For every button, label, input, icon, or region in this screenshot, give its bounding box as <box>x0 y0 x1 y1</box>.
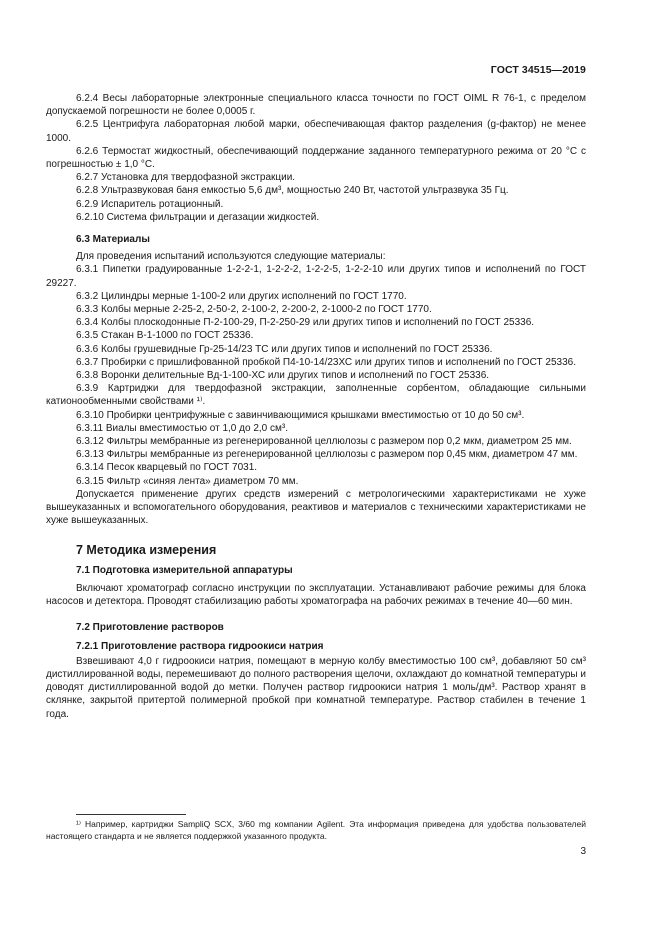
item-6-3-10: 6.3.10 Пробирки центрифужные с завинчивающимися крышками вместимостью от 10 до 50 см³. <box>76 409 525 421</box>
heading-7-2: 7.2 Приготовление растворов <box>76 622 224 634</box>
footnote: ¹⁾ Например, картриджи SampliQ SCX, 3/60 mg компании Agilent. Эта информация приведена для удобства пользователей настоящего стандарта и не является поддержкой указанного продукта. <box>46 819 586 841</box>
footnote-divider <box>76 814 186 815</box>
heading-7-2-1: 7.2.1 Приготовление раствора гидроокиси натрия <box>76 640 324 652</box>
item-6-3-5: 6.3.5 Стакан В-1-1000 по ГОСТ 25336. <box>76 330 254 342</box>
item-6-3-8: 6.3.8 Воронки делительные Вд-1-100-ХС или других типов и исполнений по ГОСТ 25336. <box>76 370 490 382</box>
text-7-1: Включают хроматограф согласно инструкции по эксплуатации. Устанавливают рабочие режимы для блока насосов и детектора. Проводят стабилизацию работы хроматографа на рабочих режимах в течение 40—60 мин. <box>46 582 586 608</box>
item-6-3-3: 6.3.3 Колбы мерные 2-25-2, 2-50-2, 2-100-2, 2-200-2, 2-1000-2 по ГОСТ 1770. <box>76 304 432 316</box>
item-6-2-5: 6.2.5 Центрифуга лабораторная любой марки, обеспечивающая фактор разделения (g-фактор) не менее 1000. <box>46 119 586 144</box>
item-6-3-6: 6.3.6 Колбы грушевидные Гр-25-14/23 ТС или других типов и исполнений по ГОСТ 25336. <box>76 343 493 355</box>
item-6-2-7: 6.2.7 Установка для твердофазной экстракции. <box>76 172 296 184</box>
item-6-3-9: 6.3.9 Картриджи для твердофазной экстракции, заполненные сорбентом, обладающие сильными катионообменными свойствами ¹⁾. <box>46 383 586 408</box>
page-number: 3 <box>580 846 586 857</box>
item-6-3-1: 6.3.1 Пипетки градуированные 1-2-2-1, 1-2-2-2, 1-2-2-5, 1-2-2-10 или других типов и исполнений по ГОСТ 29227. <box>46 264 586 289</box>
item-6-3-12: 6.3.12 Фильтры мембранные из регенерированной целлюлозы с размером пор 0,2 мкм, диаметром 25 мм. <box>76 436 572 448</box>
heading-7-1: 7.1 Подготовка измерительной аппаратуры <box>76 564 293 576</box>
page-body <box>46 92 586 721</box>
heading-6-3: 6.3 Материалы <box>76 234 150 246</box>
item-6-3-7: 6.3.7 Пробирки с пришлифованной пробкой П4-10-14/23ХС или других типов и исполнений по ГОСТ 25336. <box>76 356 576 368</box>
item-6-2-9: 6.2.9 Испаритель ротационный. <box>76 198 224 210</box>
item-6-3-4: 6.3.4 Колбы плоскодонные П-2-100-29, П-2-250-29 или других типов и исполнений по ГОСТ 25336. <box>76 317 535 329</box>
intro-6-3: Для проведения испытаний используются следующие материалы: <box>76 251 386 263</box>
item-6-3-13: 6.3.13 Фильтры мембранные из регенерированной целлюлозы с размером пор 0,45 мкм, диаметром 47 мм. <box>76 449 578 461</box>
heading-7: 7 Методика измерения <box>76 542 217 557</box>
item-6-3-2: 6.3.2 Цилиндры мерные 1-100-2 или других исполнений по ГОСТ 1770. <box>76 290 407 302</box>
item-6-2-10: 6.2.10 Система фильтрации и дегазации жидкостей. <box>76 211 320 223</box>
item-6-3-15: 6.3.15 Фильтр «синяя лента» диаметром 70 мм. <box>76 475 299 487</box>
item-6-2-8: 6.2.8 Ультразвуковая баня емкостью 5,6 дм³, мощностью 240 Вт, частотой ультразвука 35 Гц. <box>76 185 509 197</box>
standard-header: ГОСТ 34515—2019 <box>490 64 586 76</box>
item-6-2-6: 6.2.6 Термостат жидкостный, обеспечивающий поддержание заданного температурного режима от 20 °С с погрешностью ± 1,0 °С. <box>46 145 586 171</box>
item-6-3-14: 6.3.14 Песок кварцевый по ГОСТ 7031. <box>76 462 258 474</box>
closing-6-3: Допускается применение других средств измерений с метрологическими характеристиками не хуже вышеуказанных и вспомогательного оборудования, реактивов и материалов с техническими характеристиками не хуже вышеуказанных. <box>46 488 586 527</box>
section-6-3-list <box>46 263 586 487</box>
text-7-2-1: Взвешивают 4,0 г гидроокиси натрия, помещают в мерную колбу вместимостью 100 см³, добавляют 50 см³ дистиллированной воды, перемешивают до полного растворения щелочи, охлаждают до комнатной температуры и доводят дистиллированной водой до метки. Получен раствор гидроокиси натрия 1 моль/дм³. Раствор хранят в склянке, закрытой притертой полимерной пробкой при комнатной температуре. Раствор стабилен в течение 1 года. <box>46 655 586 720</box>
item-6-2-4: 6.2.4 Весы лабораторные электронные специального класса точности по ГОСТ OIML R 76-1, с пределом допускаемой погрешности не более 0,0005 г. <box>46 93 586 118</box>
section-6-2-list <box>46 92 586 224</box>
item-6-3-11: 6.3.11 Виалы вместимостью от 1,0 до 2,0 см³. <box>76 422 288 434</box>
